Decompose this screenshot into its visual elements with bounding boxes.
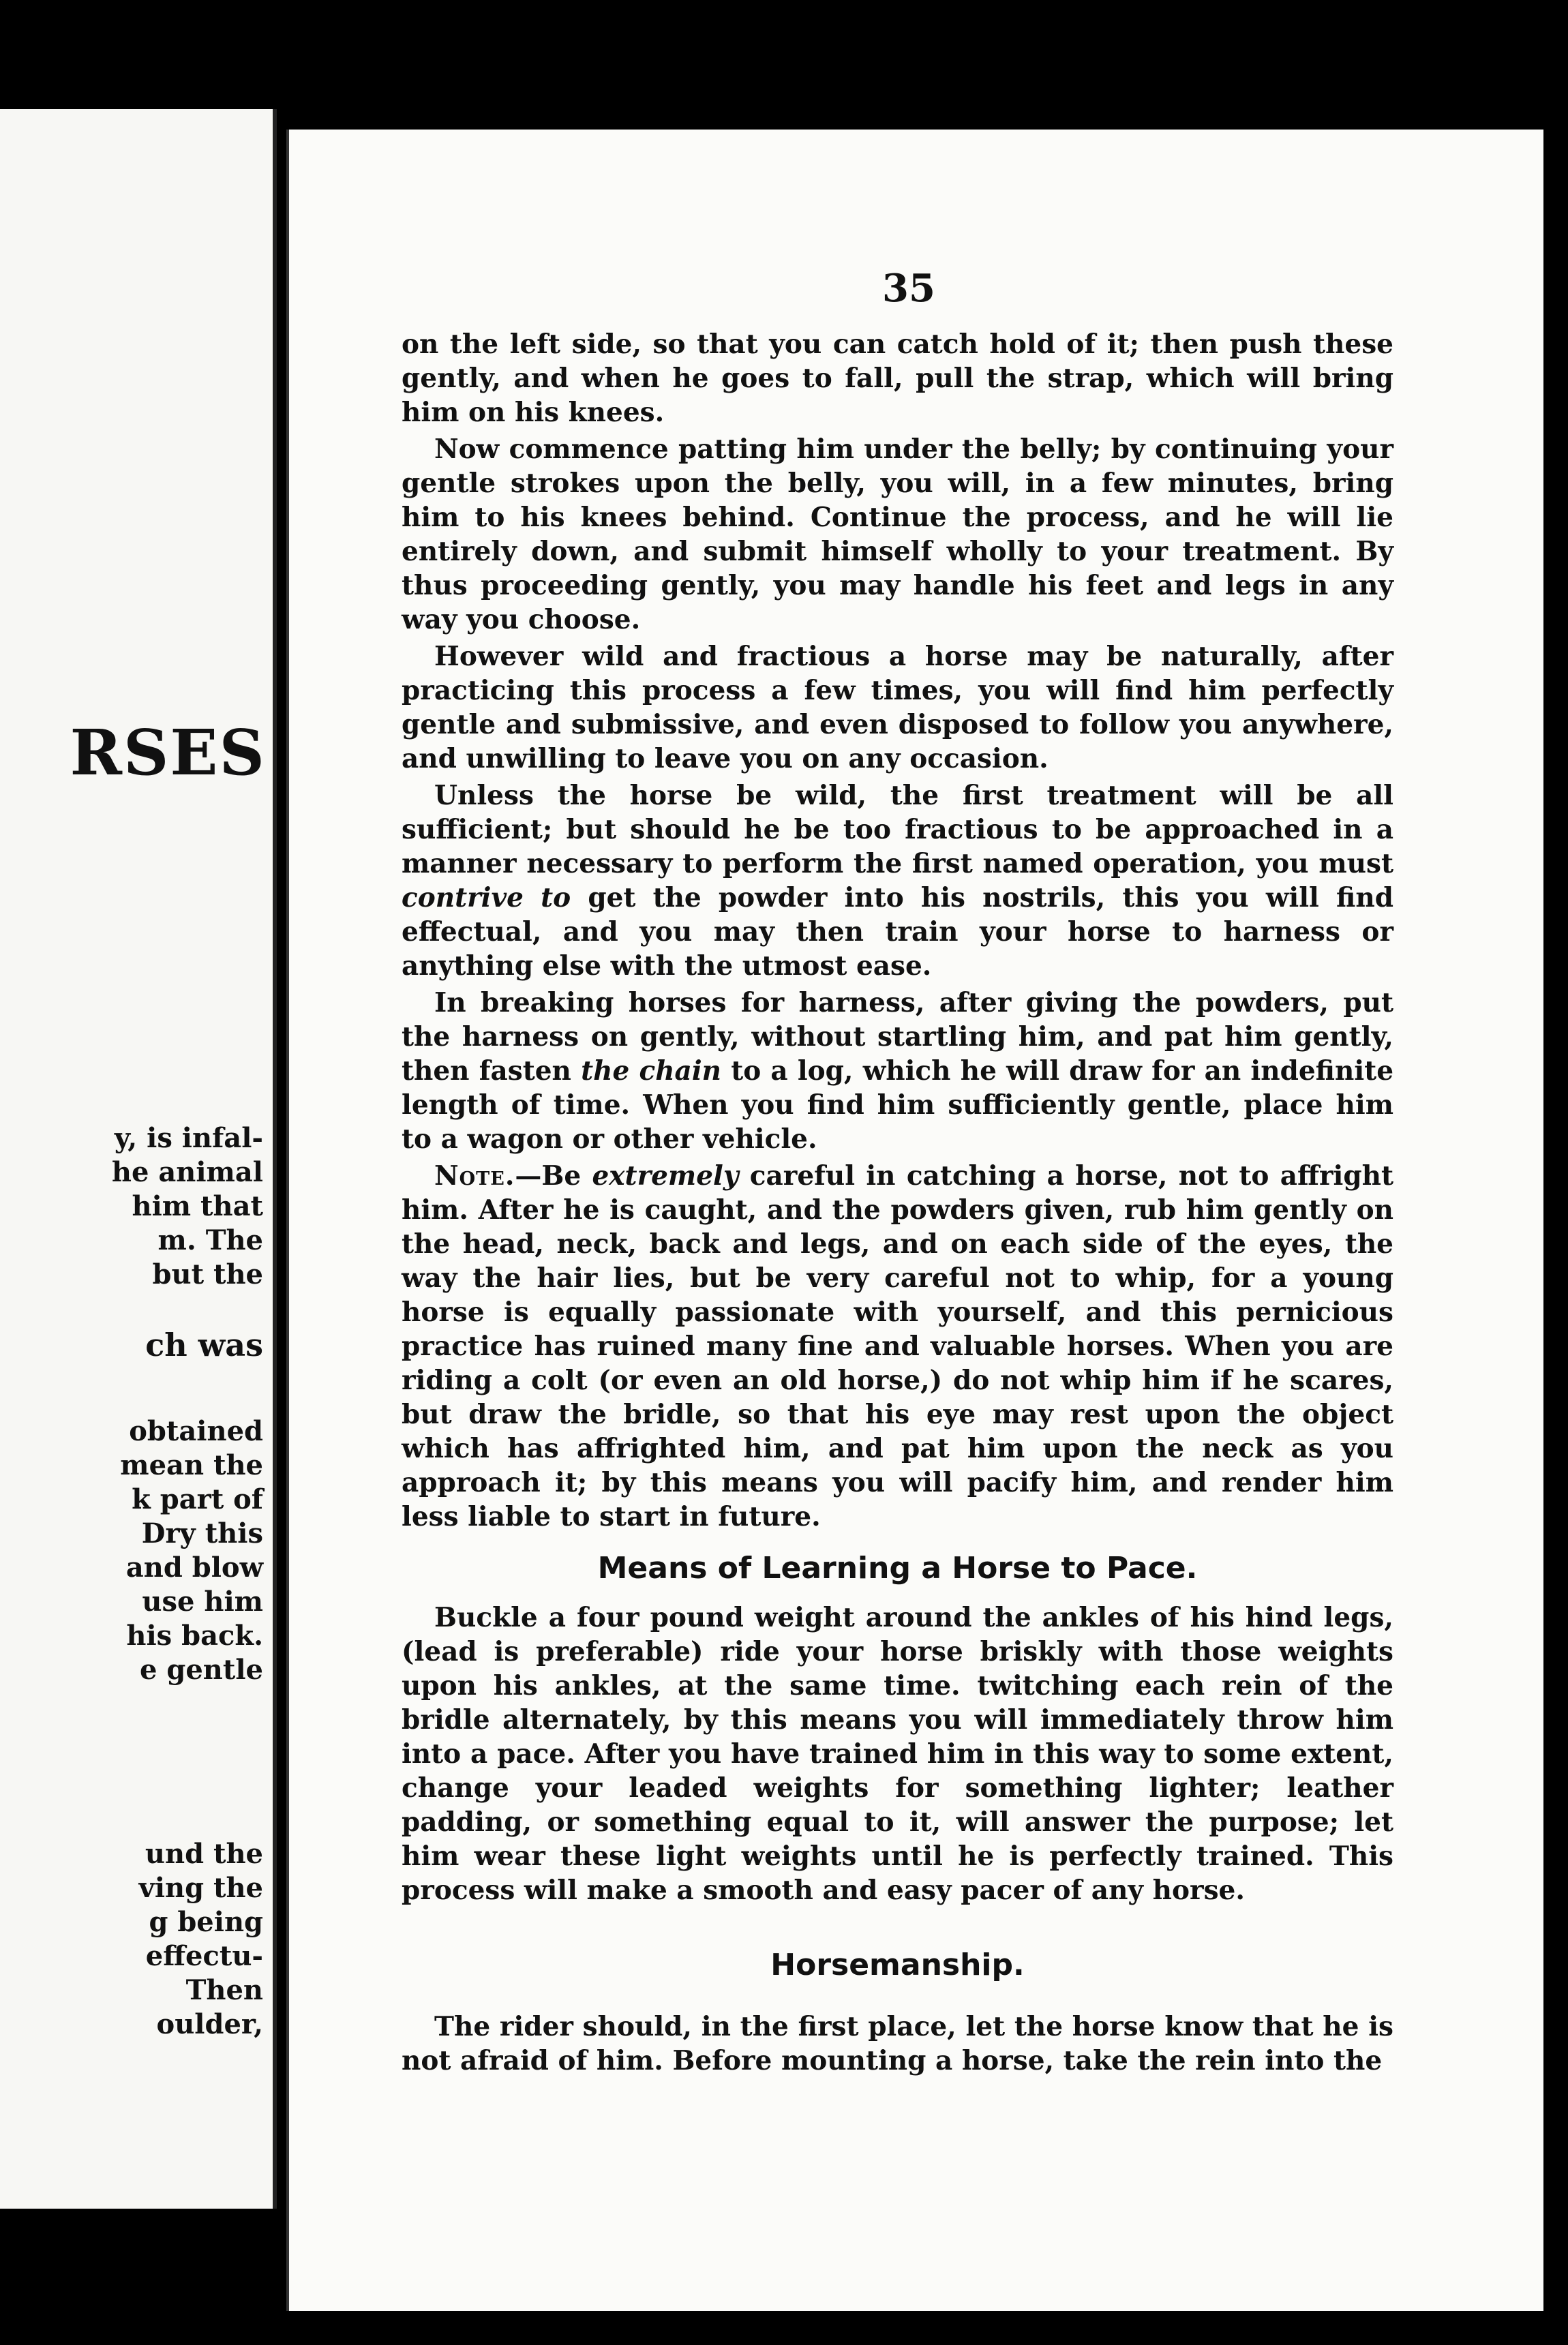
left-line: effectu-: [145, 1940, 263, 1972]
paragraph: [402, 1159, 1393, 1534]
section-heading-horsemanship: Horsemanship.: [770, 1948, 1025, 1982]
left-line: use him: [142, 1586, 263, 1618]
text-run: careful in catching a horse, not to affright him. After he is caught, and the powders given, rub him gently on the head, neck, back and legs, and on each side of the eyes, the way the hair lies, but be very careful not to whip, for a young horse is equally passionate with yourself, and this pernicious practice has ruined many fine and valuable horses. When you are riding a colt (or even an old horse,) do not whip him if he scares, but draw the bridle, so that his eye may rest upon the object which has affrighted him, and pat him upon the neck as you approach it; by this means you will pacify him, and render him less liable to start in future.: [402, 1160, 1393, 1532]
page-body: [402, 327, 1393, 2081]
emphasis: extremely: [592, 1160, 739, 1192]
paragraph: The rider should, in the first place, let the horse know that he is not afraid of him. Before mounting a horse, take the rein into the: [402, 2011, 1393, 2076]
left-line: m. The: [157, 1224, 263, 1256]
left-line: g being: [149, 1906, 263, 1938]
note-label: Note.: [434, 1160, 515, 1192]
text-run: —Be: [515, 1160, 582, 1192]
left-line: he animal: [111, 1156, 263, 1188]
left-line: ving the: [138, 1872, 263, 1904]
left-page-heading: RSES: [70, 716, 266, 789]
emphasis: the chain: [581, 1055, 721, 1087]
left-line: him that: [132, 1190, 263, 1222]
text-run: In breaking horses for harness, after giving the powders, put the harness on gently, without startling him, and pat him gently, then fasten: [402, 987, 1393, 1087]
section-heading-pace: Means of Learning a Horse to Pace.: [597, 1551, 1198, 1586]
text-run: to a log, which he will draw for an indefinite length of time. When you find him sufficiently gentle, place him to a wagon or other vehicle.: [402, 1055, 1394, 1155]
paragraph: [402, 778, 1393, 983]
right-page: [286, 130, 1543, 2311]
left-line: his back.: [126, 1620, 263, 1652]
text-run: get the powder into his nostrils, this you will find effectual, and you may then train your horse to harness or anything else with the utmost ease.: [402, 882, 1393, 982]
left-line: obtained: [129, 1415, 263, 1447]
left-line: Then: [185, 1974, 263, 2006]
left-page-fragment: [0, 109, 277, 2209]
left-line: and blow: [125, 1552, 263, 1584]
paragraph: [402, 986, 1393, 1156]
left-line: und the: [145, 1838, 263, 1870]
page-number: 35: [882, 266, 935, 311]
text-run: Unless the horse be wild, the first treatment will be all sufficient; but should he be too fractious to be approached in a manner necessary to perform the first named operation, you must: [402, 780, 1393, 879]
left-line: e gentle: [140, 1654, 263, 1686]
paragraph: Now commence patting him under the belly; by continuing your gentle strokes upon the belly, you will, in a few minutes, bring him to his knees behind. Continue the process, and he will lie entirely down, and submit himself wholly to your treatment. By thus proceeding gently, you may handle his feet and legs in any way you choose.: [402, 434, 1393, 635]
left-line: ch was: [145, 1327, 263, 1363]
left-line: but the: [152, 1258, 263, 1290]
left-line: y, is infal-: [114, 1122, 263, 1154]
paragraph: Buckle a four pound weight around the ankles of his hind legs, (lead is preferable) ride your horse briskly with those weights upon his ankles, at the same time. twitching each rein of the bridle alternately, by this means you will immediately throw him into a pace. After you have trained him in this way to some extent, change your leaded weights for something lighter; leather padding, or something equal to it, will answer the purpose; let him wear these light weights until he is perfectly trained. This process will make a smooth and easy pacer of any horse.: [402, 1602, 1393, 1906]
left-line: Dry this: [141, 1517, 263, 1549]
paragraph: on the left side, so that you can catch hold of it; then push these gently, and when he goes to fall, pull the strap, which will bring him on his knees.: [402, 329, 1393, 428]
emphasis: contrive to: [402, 882, 571, 913]
left-line: k part of: [132, 1483, 263, 1515]
left-line: mean the: [120, 1449, 263, 1481]
left-line: oulder,: [156, 2008, 263, 2040]
paragraph: However wild and fractious a horse may be naturally, after practicing this process a few times, you will find him perfectly gentle and submissive, and even disposed to follow you anywhere, and unwilling to leave you on any occasion.: [402, 641, 1393, 774]
